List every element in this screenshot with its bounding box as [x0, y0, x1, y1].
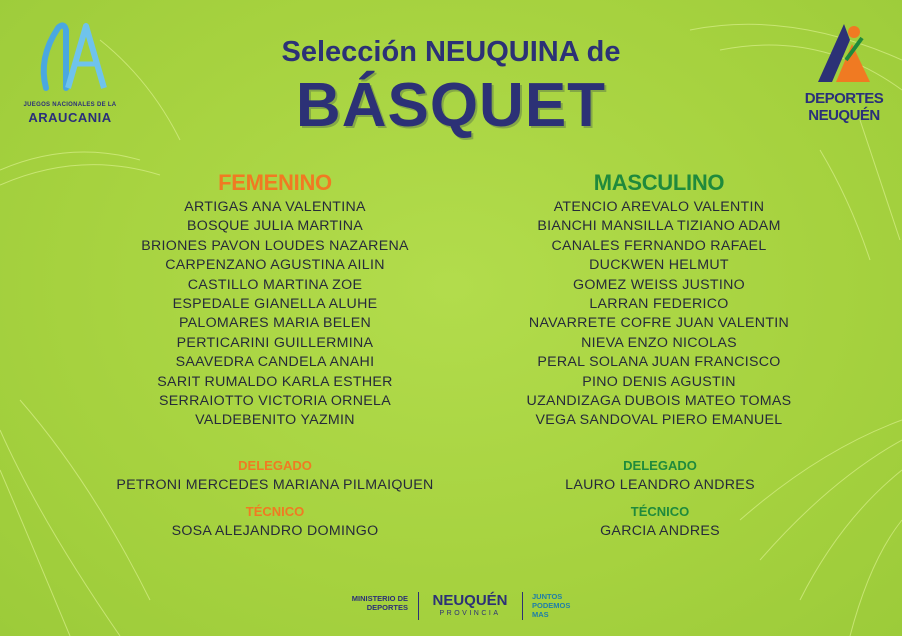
juntos-line1: JUNTOS [532, 592, 563, 601]
list-item: PINO DENIS AGUSTIN [582, 373, 736, 390]
list-item: VALDEBENITO YAZMIN [195, 412, 355, 429]
neuquen-logo-text: NEUQUÉN [432, 592, 508, 609]
femenino-tecnico [95, 503, 455, 541]
juntos-podemos-mas-logo [532, 592, 592, 619]
logo-left-line2: ARAUCANIA [28, 110, 112, 125]
femenino-delegado-label: DELEGADO [238, 458, 312, 473]
list-item: VEGA SANDOVAL PIERO EMANUEL [535, 412, 783, 429]
logo-left-line1: JUEGOS NACIONALES DE LA [23, 102, 117, 108]
list-item: SERRAIOTTO VICTORIA ORNELA [159, 392, 391, 409]
list-item: ATENCIO AREVALO VALENTIN [553, 199, 765, 215]
ministerio-deportes-logo [330, 594, 408, 612]
list-item: ESPEDALE GIANELLA ALUHE [172, 295, 378, 312]
ministerio-line2: DEPORTES [366, 603, 408, 612]
deportes-emblem-icon [810, 20, 878, 88]
juntos-line2: PODEMOS [532, 601, 571, 610]
femenino-player-list [110, 198, 440, 431]
list-item: SARIT RUMALDO KARLA ESTHER [157, 373, 393, 390]
list-item: PERTICARINI GUILLERMINA [176, 334, 374, 351]
femenino-delegado-name: PETRONI MERCEDES MARIANA PILMAIQUEN [116, 477, 434, 493]
title-main: BÁSQUET [295, 71, 607, 140]
list-item: LARRAN FEDERICO [589, 295, 729, 312]
femenino-tecnico-label: TÉCNICO [245, 504, 305, 519]
ministerio-line1: MINISTERIO DE [351, 594, 408, 603]
list-item: CARPENZANO AGUSTINA AILIN [165, 257, 385, 274]
araucania-emblem-icon [28, 18, 112, 102]
juntos-line3: MAS [532, 610, 549, 619]
list-item: NAVARRETE COFRE JUAN VALENTIN [528, 315, 790, 332]
list-item: PALOMARES MARIA BELEN [178, 315, 372, 332]
femenino-column [110, 168, 440, 431]
title-top: Selección NEUQUINA de [281, 36, 621, 68]
masculino-heading: MASCULINO [593, 170, 725, 195]
femenino-heading: FEMENINO [218, 170, 332, 195]
masculino-player-list [494, 198, 824, 431]
logo-right-line2: NEUQUÉN [808, 107, 880, 124]
femenino-delegado [95, 457, 455, 495]
masculino-delegado-name: LAURO LEANDRO ANDRES [565, 477, 755, 493]
masculino-column [494, 168, 824, 431]
logo-right-line1: DEPORTES [804, 90, 884, 107]
list-item: SAAVEDRA CANDELA ANAHI [175, 354, 375, 371]
list-item: PERAL SOLANA JUAN FRANCISCO [537, 354, 781, 371]
list-item: NIEVA ENZO NICOLAS [581, 334, 737, 351]
provincia-text: PROVINCIA [439, 610, 501, 617]
masculino-tecnico-name: GARCIA ANDRES [600, 523, 720, 539]
list-item: BOSQUE JULIA MARTINA [186, 218, 364, 235]
list-item: CASTILLO MARTINA ZOE [187, 276, 363, 293]
list-item: BIANCHI MANSILLA TIZIANO ADAM [537, 218, 781, 235]
footer-divider [522, 592, 523, 620]
list-item: GOMEZ WEISS JUSTINO [572, 276, 745, 293]
masculino-tecnico [480, 503, 840, 541]
list-item: ARTIGAS ANA VALENTINA [184, 199, 366, 215]
list-item: BRIONES PAVON LOUDES NAZARENA [141, 237, 409, 254]
footer-divider [418, 592, 419, 620]
footer-logos [330, 592, 590, 622]
femenino-tecnico-name: SOSA ALEJANDRO DOMINGO [171, 523, 379, 539]
masculino-tecnico-label: TÉCNICO [630, 504, 690, 519]
list-item: DUCKWEN HELMUT [589, 257, 729, 274]
deportes-neuquen-logo [796, 20, 892, 130]
list-item: UZANDIZAGA DUBOIS MATEO TOMAS [526, 392, 792, 409]
list-item: CANALES FERNANDO RAFAEL [551, 237, 767, 254]
masculino-delegado-label: DELEGADO [623, 458, 697, 473]
juegos-araucania-logo [14, 18, 126, 130]
masculino-delegado [480, 457, 840, 495]
